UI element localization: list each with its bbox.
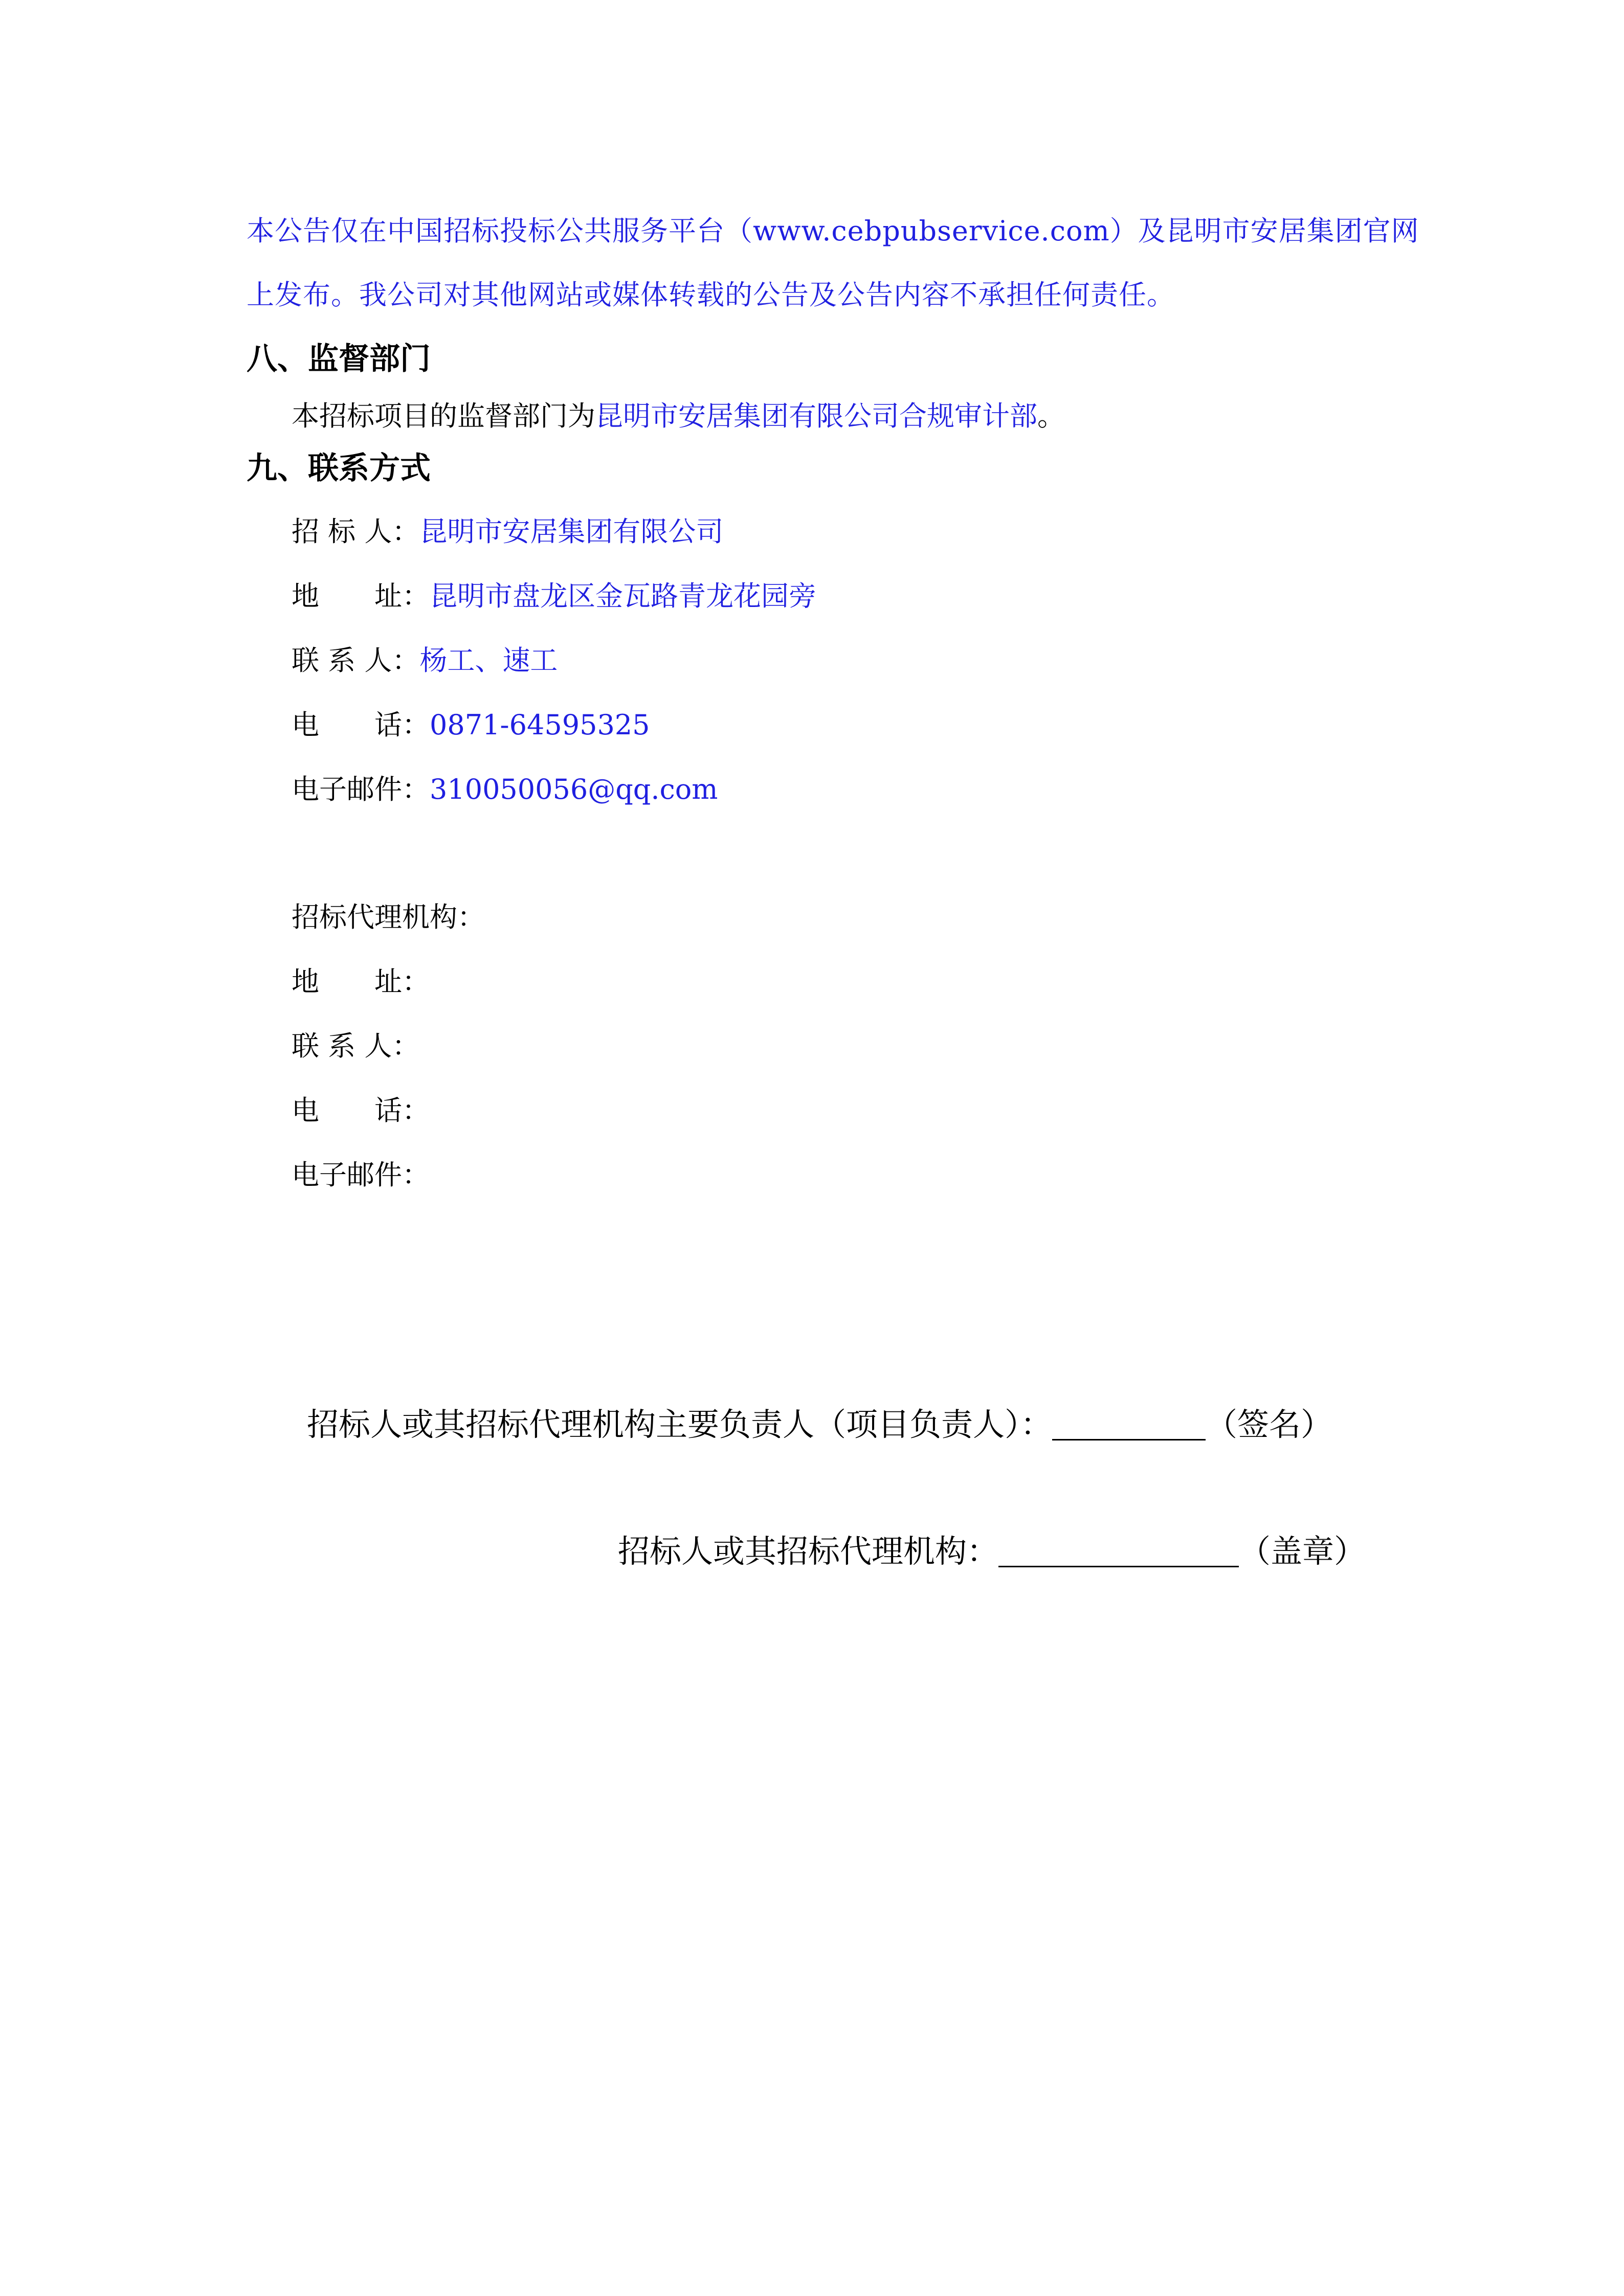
tenderer-address-label: 地 址： [292,580,430,612]
tenderer-phone-label: 电 话： [292,709,430,741]
tenderer-address-row [292,582,816,610]
supervision-text [292,402,1065,430]
agency-contact-label: 联 系 人： [292,1030,420,1062]
tenderer-email-row [292,773,718,805]
tenderer-address-value: 昆明市盘龙区金瓦路青龙花园旁 [430,580,816,612]
signature-org-row [618,1533,1366,1570]
tenderer-phone-value: 0871-64595325 [430,709,650,741]
supervision-text-prefix: 本招标项目的监督部门为 [292,400,595,432]
supervision-text-suffix: 。 [1037,400,1065,432]
agency-phone-label: 电 话： [292,1094,430,1127]
signature-org-label: 招标人或其招标代理机构： [618,1533,999,1570]
agency-address-label: 地 址： [292,965,430,998]
tenderer-name-label: 招 标 人： [292,515,420,548]
supervision-heading: 八、监督部门 [247,341,431,377]
tenderer-contact-row [292,644,558,677]
notice-line-1: 本公告仅在中国招标投标公共服务平台（www.cebpubservice.com）及昆明市安居集团官网 [247,215,1419,247]
agency-email-label: 电子邮件： [292,1159,430,1191]
signature-org-suffix: （盖章） [1239,1533,1366,1570]
tenderer-name-row [292,515,724,548]
notice-line-2: 上发布。我公司对其他网站或媒体转载的公告及公告内容不承担任何责任。 [247,279,1175,311]
tenderer-email-value: 310050056@qq.com [430,773,718,805]
agency-name-label: 招标代理机构： [292,901,485,933]
supervision-department: 昆明市安居集团有限公司合规审计部 [595,400,1037,432]
signature-org-blank[interactable] [998,1537,1239,1567]
tenderer-phone-row [292,711,650,739]
signature-person-label: 招标人或其招标代理机构主要负责人（项目负责人）： [307,1406,1053,1443]
signature-person-row [307,1406,1333,1443]
tenderer-email-label: 电子邮件： [292,773,430,805]
tenderer-name-value: 昆明市安居集团有限公司 [419,515,724,548]
tenderer-contact-label: 联 系 人： [292,644,420,677]
signature-person-suffix: （签名） [1206,1406,1333,1443]
tenderer-contact-value: 杨工、速工 [419,644,558,677]
signature-person-blank[interactable] [1052,1410,1206,1440]
contact-heading: 九、联系方式 [247,451,431,486]
